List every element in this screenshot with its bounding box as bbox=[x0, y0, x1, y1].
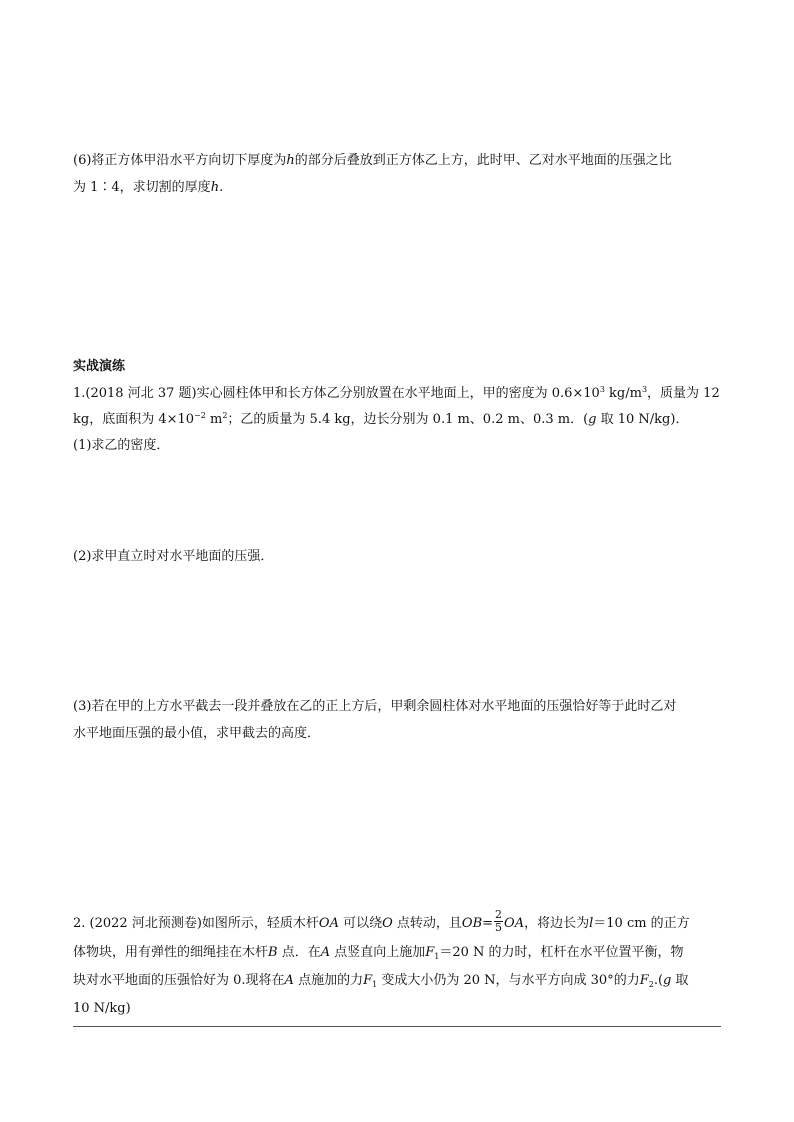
problem-1-sub-2: (2)求甲直立时对水平地面的压强． bbox=[73, 549, 274, 564]
q6-text: . bbox=[219, 180, 224, 195]
problem-2-line-2 bbox=[73, 944, 684, 962]
problem-1-text: ；乙的质量为 5.4 kg，边长分别为 0.1 m、0.2 m、0.3 m．( bbox=[227, 412, 589, 427]
fraction-two-fifths bbox=[494, 909, 503, 934]
problem-1-sub-3-line-1: (3)若在甲的上方水平截去一段并叠放在乙的正上方后，甲剩余圆柱体对水平地面的压强恰好等于此时乙对 bbox=[73, 699, 677, 714]
subscript: 1 bbox=[434, 952, 440, 961]
problem-2-text: .( bbox=[653, 973, 664, 988]
var-g: g bbox=[588, 412, 597, 427]
practice-heading: 实战演练 bbox=[73, 359, 126, 374]
problem-2-line-4: 10 N/kg) bbox=[73, 1001, 131, 1016]
problem-2-line-3 bbox=[73, 972, 689, 990]
var-B: B bbox=[268, 945, 278, 960]
problem-2-text: 取 bbox=[671, 973, 689, 988]
subscript: 2 bbox=[648, 980, 654, 989]
q6-text: 的部分后叠放到正方体乙上方，此时甲、乙对水平地面的压强之比 bbox=[294, 153, 672, 168]
exponent: 3 bbox=[599, 385, 605, 394]
problem-2-text: 体物块，用有弹性的细绳挂在木杆 bbox=[73, 945, 269, 960]
var-h: h bbox=[286, 153, 295, 168]
problem-1-sub-1: (1)求乙的密度． bbox=[73, 438, 170, 453]
var-l: l bbox=[589, 916, 594, 931]
problem-1-text: 1.(2018 河北 37 题)实心圆柱体甲和长方体乙分别放置在水平地面上，甲的密度为 0.6×10 bbox=[73, 386, 600, 401]
problem-1-text: kg/m bbox=[604, 386, 642, 401]
q6-text: (6)将正方体甲沿水平方向切下厚度为 bbox=[73, 153, 287, 168]
bottom-divider bbox=[73, 1026, 721, 1027]
problem-1-text: ，质量为 12 bbox=[647, 386, 720, 401]
problem-1-text: kg，底面积为 4×10 bbox=[73, 412, 195, 427]
problem-2-text: 块对水平地面的压强恰好为 0.现将在 bbox=[73, 973, 285, 988]
problem-2-text: ＝10 cm 的正方 bbox=[593, 916, 690, 931]
problem-1-sub-3-line-2: 水平地面压强的最小值，求甲截去的高度． bbox=[73, 726, 321, 741]
problem-2-text: ＝20 N 的力时，杠杆在水平位置平衡，物 bbox=[439, 945, 684, 960]
problem-2-text: 点施加的力 bbox=[293, 973, 364, 988]
var-F: F bbox=[425, 945, 435, 960]
problem-2-text: 点转动，且 bbox=[392, 916, 462, 931]
problem-1-line-2 bbox=[73, 411, 688, 429]
problem-2-text: 2. (2022 河北预测卷)如图所示，轻质木杆 bbox=[73, 916, 319, 931]
problem-2-text: 点．在 bbox=[277, 945, 321, 960]
var-h: h bbox=[210, 180, 220, 195]
problem-1-text: m bbox=[205, 412, 223, 427]
problem-2-text: 变成大小仍为 20 N，与水平方向成 30°的力 bbox=[377, 973, 640, 988]
exponent: 3 bbox=[641, 385, 648, 394]
var-g: g bbox=[663, 973, 672, 988]
var-A: A bbox=[320, 945, 331, 960]
var-A: A bbox=[284, 973, 294, 988]
problem-2-text: ，将边长为 bbox=[524, 916, 590, 931]
var-OA: OA bbox=[318, 916, 339, 931]
var-OA: OA bbox=[504, 916, 525, 931]
subscript: 1 bbox=[372, 980, 378, 989]
problem-2-line-1 bbox=[73, 908, 690, 936]
problem-2-text: 可以绕 bbox=[338, 916, 383, 931]
problem-1-line-1 bbox=[73, 385, 720, 403]
problem-1-text: 取 10 N/kg)． bbox=[596, 412, 689, 427]
var-O: O bbox=[382, 916, 393, 931]
q6-line-1 bbox=[73, 152, 672, 170]
var-F: F bbox=[639, 973, 649, 988]
exponent: −2 bbox=[194, 411, 206, 420]
fraction-denominator: 5 bbox=[495, 921, 503, 934]
exponent: 2 bbox=[222, 411, 228, 420]
equals-sign: = bbox=[482, 916, 494, 931]
fraction-numerator: 2 bbox=[495, 908, 503, 921]
q6-line-2 bbox=[73, 179, 223, 197]
problem-2-text: 点竖直向上施加 bbox=[330, 945, 426, 960]
q6-text: 为 1∶4，求切割的厚度 bbox=[73, 180, 211, 195]
var-OB: OB bbox=[461, 916, 483, 931]
var-F: F bbox=[363, 973, 373, 988]
